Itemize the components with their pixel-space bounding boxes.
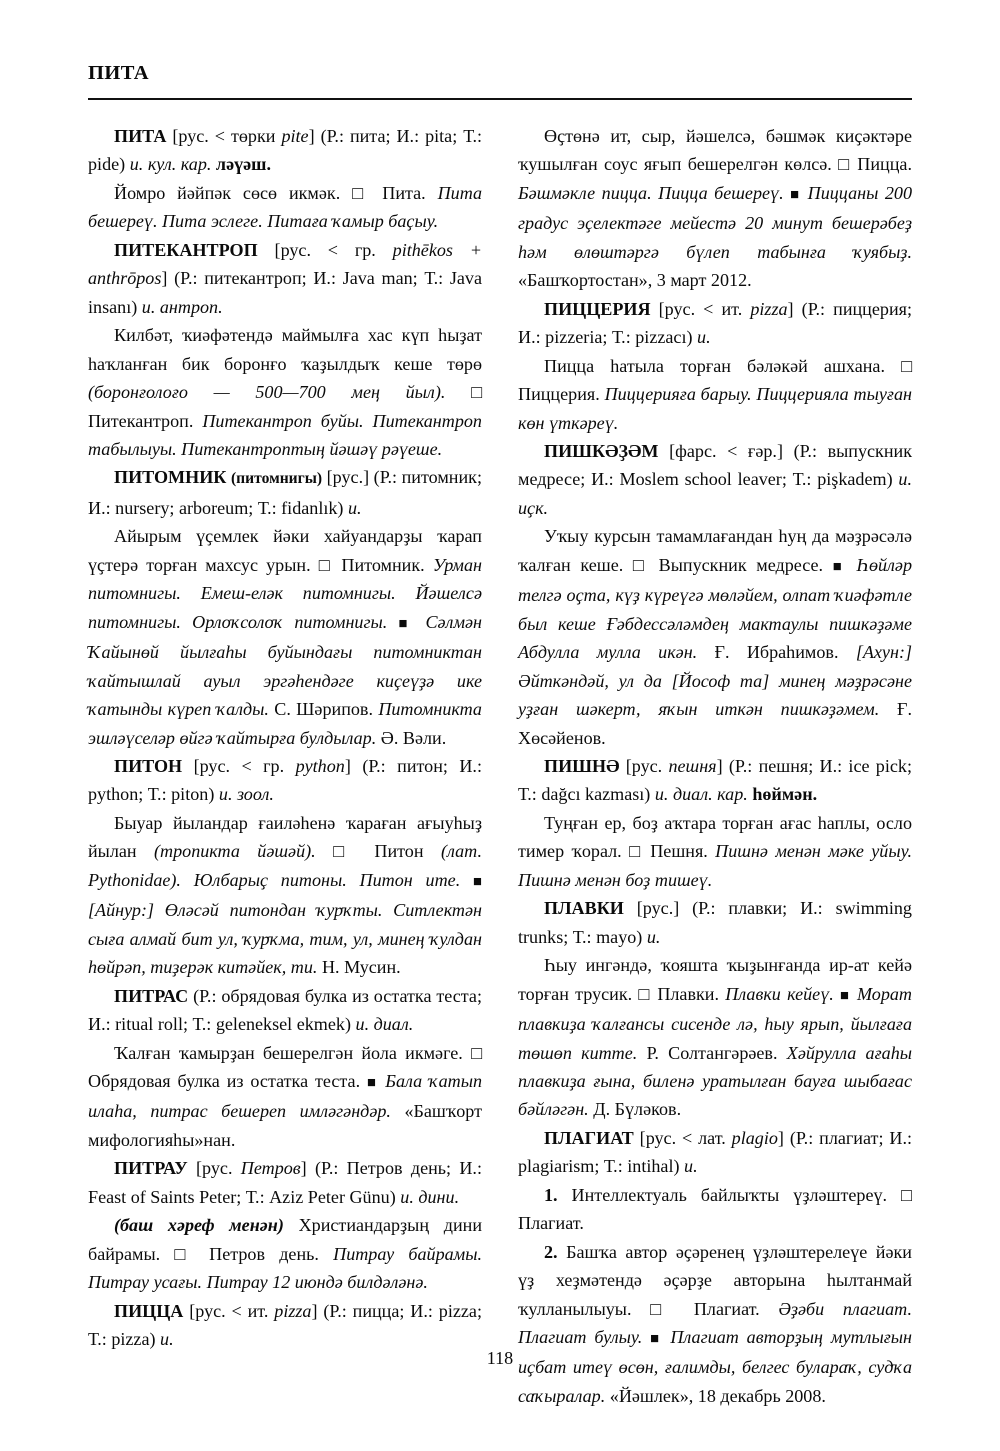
etymology-close: ] — [308, 126, 315, 146]
citation-text: Сәлмән Ҡайынөй йылғаһы буйындағы питомниктан ҡайтышлай ауыл эргәһендәге киҫеүҙә ике ҡатынды күреп ҡалды. — [88, 611, 482, 720]
grammar-label: и. — [684, 1156, 698, 1177]
entry-pitstseriya-definition — [518, 352, 912, 437]
etymology-source-word: Петров — [240, 1158, 301, 1179]
etymology-close: ] — [344, 755, 351, 776]
definition: Пицца һатыла торған бәләкәй ашхана. — [544, 355, 885, 376]
definition: Өҫтөнә ит, сыр, йәшелсә, бәшмәк киҫәктәре ҡушылған соус яғып бешерелгән көлсә. — [518, 126, 912, 175]
etymology: [фарс. < ғәр.] — [669, 440, 783, 461]
definition: Айырым үҫемлек йәки хайуандарҙы ҡарап үҫтерә торған махсус урын. — [88, 526, 482, 575]
translations: (Р.: пешня; И.: ice pick; Т.: dağcı kazması) — [518, 755, 912, 805]
grammar-label: и. — [347, 497, 362, 518]
citation-text: Морат плавкиҙа ҡалғансы сисенде лә, һыу ярып, йылғаға төшөп китте. — [518, 983, 912, 1063]
examples: Пишнә менән мәке уйыу. Пишнә менән боҙ тишеү. — [518, 841, 912, 890]
entry-pitekantrop — [88, 236, 482, 321]
definition: Туңған ер, боҙ аҡтара торған ағас һаплы, осло тимер ҡорал. — [518, 812, 912, 862]
citation-text: [Айнур:] Өләсәй питондан ҡурҡты. Ситлектән сыға алмай бит ул, ҡурҡма, тим, ул, минең ҡулдан һөйрәп, тиҙерәк китәйек, — [88, 900, 482, 978]
grammar-label: и. иҫк. — [518, 469, 912, 518]
citation-source: «Башҡорт мифологияһы»нан. — [88, 1101, 482, 1150]
citation-text: [Ахун:] Әйткәндәй, ул да [Йософ та] минең мәҙрәсәне уҙған шәкерт, яҡын иткән пишкәҙәмем. — [518, 642, 913, 720]
definition: Килбәт, ҡиәфәтендә маймылға хас күп һыҙат һаҡланған бик боронғо ҡаҙылдыҡ кеше төрө — [88, 325, 482, 374]
running-head: ПИТА — [88, 62, 149, 84]
filled-square-marker-icon — [650, 1327, 662, 1347]
translations: (Р.: пицца; И.: pizza; Т.: pizza) — [88, 1300, 482, 1350]
headword: ПЛАГИАТ — [544, 1127, 634, 1148]
etymology-close: ] — [161, 268, 168, 289]
entry-pita-definition — [88, 179, 482, 236]
sense-number: 1. — [544, 1184, 558, 1205]
gloss-latin-name: (лат. Pythonidae). — [88, 841, 482, 890]
translations: (Р.: обрядовая булка из остатка теста; И.: ritual roll; Т.: geleneksel ekmek) — [88, 985, 482, 1035]
entry-plagiat-sense-2 — [518, 1238, 912, 1411]
gloss: Выпускник медресе. — [658, 554, 824, 575]
etymology: [рус. < лат. — [639, 1127, 726, 1148]
headword: ПИТОМНИК — [114, 467, 227, 488]
gloss: Питон — [374, 841, 424, 862]
citation-source: Ә. Вәли. — [380, 727, 447, 748]
translations: (Р.: выпускник медресе; И.: Moslem school leaver; Т.: pişkadem) — [518, 440, 913, 490]
open-square-marker-icon — [901, 1185, 912, 1205]
etymology-source-word: pithēkos + anthrōpos — [88, 239, 482, 289]
citation-text: Хәйрулла ағаһы плавкиҙа ғына, биленә уратылған бауға шыбағас бәйләгән. — [518, 1042, 912, 1120]
two-column-text-body — [88, 122, 912, 1410]
definition: Христиандарҙың дини байрамы. — [88, 1215, 482, 1264]
open-square-marker-icon — [633, 555, 649, 575]
headword: ПИТОН — [114, 755, 183, 776]
headword: ПИТРАУ — [114, 1158, 188, 1179]
open-square-marker-icon — [650, 1299, 675, 1319]
entry-pishkadam-definition — [518, 522, 912, 752]
entry-piton-definition — [88, 809, 482, 982]
translations: (Р.: пиццерия; И.: pizzeria; Т.: pizzacı) — [518, 298, 912, 348]
headword: ПИТА — [114, 126, 167, 146]
definition: Йомро йәйпәк сөсө икмәк. — [114, 182, 341, 203]
open-square-marker-icon — [471, 1043, 482, 1063]
headword: ПИШКӘҘӘМ — [544, 440, 659, 461]
open-square-marker-icon — [319, 555, 334, 575]
etymology: [рус. < ит. — [189, 1300, 269, 1321]
entry-pitomnik-definition — [88, 522, 482, 752]
definition-note: (тропикта йәшәй). — [154, 841, 316, 862]
right-column — [518, 122, 912, 1410]
entry-pitekantrop-definition — [88, 321, 482, 463]
citation-source: Н. Мусин. — [321, 957, 401, 978]
headword: ПИТРАС — [114, 985, 189, 1006]
open-square-marker-icon — [638, 984, 651, 1004]
translations: (Р.: питон; И.: python; Т.: piton) — [88, 755, 482, 805]
translations: (Р.: пита; И.: pita; Т.: pide) — [88, 126, 482, 175]
gloss: Пешня. — [650, 841, 708, 862]
citation-source: Ғ. Хөсәйенов. — [518, 699, 912, 748]
left-column — [88, 122, 482, 1410]
entry-pishna — [518, 752, 912, 809]
definition-note: (боронғолоғо — 500—700 мең йыл). — [88, 382, 446, 403]
sense-number: 2. — [544, 1241, 558, 1262]
entry-pishkadam — [518, 437, 912, 522]
headword: ПИЦЦЕРИЯ — [544, 298, 651, 319]
gloss: Обрядовая булка из остатка теста. — [88, 1070, 361, 1091]
examples: Питрау байрамы. Питрау усағы. Питрау 12 июндә билдәләнә. — [88, 1243, 482, 1293]
citation-source: Р. Солтангәрәев. — [646, 1042, 778, 1063]
etymology-source-word: python — [295, 755, 345, 776]
gloss: Петров день. — [209, 1243, 319, 1264]
gloss: Плавки. — [657, 983, 719, 1004]
citation-text: Бала ҡатып илаһа, питрас бешереп имләгәндәр. — [88, 1070, 482, 1122]
etymology-close: ] — [777, 1127, 784, 1148]
headword: ПИТЕКАНТРОП — [114, 239, 258, 260]
grammar-label: и. — [160, 1329, 174, 1350]
examples: Әҙәби плагиат. Плагиат булыу. — [518, 1298, 912, 1348]
etymology-source-word: pizza — [274, 1300, 312, 1321]
examples: Плавки кейеү. — [725, 983, 834, 1004]
etymology: [рус. < гр. — [274, 239, 376, 260]
page-number: 118 — [486, 1348, 514, 1368]
etymology-close: ] — [787, 298, 794, 319]
grammar-label: и. дини. — [400, 1186, 460, 1207]
filled-square-marker-icon — [473, 870, 482, 890]
etymology: [рус. < ит. — [658, 298, 743, 319]
definition: Башҡа автор әҫәренең үҙләштерелеүе йәки үҙ хеҙмәтендә әҫәрҙе авторына һылтанмай ҡулланылыуы. — [518, 1241, 912, 1319]
filled-square-marker-icon — [840, 984, 851, 1004]
etymology-close: ] — [311, 1300, 318, 1321]
citation-text: Питомникта эшләүселәр өйгә ҡайтырға булдылар. — [88, 699, 482, 748]
grammar-label: и. — [697, 327, 711, 348]
etymology: [рус.] — [326, 467, 370, 488]
grammar-label: и. — [646, 926, 661, 947]
usage-note: (баш хәреф менән) — [114, 1215, 284, 1236]
grammar-label: и. зоол. — [218, 784, 274, 805]
gloss: Плагиат. — [693, 1298, 760, 1319]
translations: (Р.: плагиат; И.: plagiarism; Т.: intihal) — [518, 1127, 912, 1177]
translations: (Р.: питекантроп; И.: Java man; Т.: Java insanı) — [88, 268, 483, 317]
entry-pitrau — [88, 1154, 482, 1211]
etymology: [рус.] — [636, 898, 680, 919]
definition: Интеллектуаль байлыҡты үҙләштереү. — [571, 1184, 888, 1205]
cross-reference: һөймән. — [752, 784, 818, 805]
header-divider — [88, 98, 912, 100]
open-square-marker-icon — [901, 356, 912, 376]
entry-pishna-definition — [518, 809, 912, 894]
citation-source: «Йәшлек», 18 декабрь 2008. — [609, 1385, 826, 1406]
filled-square-marker-icon — [399, 612, 415, 632]
grammar-label: и. кул. кар. — [129, 154, 212, 175]
filled-square-marker-icon — [790, 183, 801, 203]
open-square-marker-icon — [333, 841, 357, 861]
etymology-close: ] — [300, 1158, 307, 1179]
gloss: Пицца. — [857, 154, 912, 175]
entry-pitstsa — [88, 1297, 482, 1354]
cross-reference: ләүәш. — [215, 154, 271, 175]
grammar-label: и. диал. — [355, 1014, 414, 1035]
etymology-source-word: plagio — [731, 1127, 778, 1148]
examples: Юлбарыҫ питоны. Питон ите. — [193, 869, 461, 890]
open-square-marker-icon — [471, 382, 482, 402]
citation-source: Д. Бүләков. — [593, 1099, 682, 1120]
entry-pitrau-definition — [88, 1211, 482, 1296]
etymology-source-word: пешня — [668, 755, 717, 776]
etymology: [рус. — [625, 755, 663, 776]
entry-pitras — [88, 982, 482, 1039]
examples: Питекантроп буйы. Питекантроп табылыуы. Питекантроптың йәшәү рәүеше. — [88, 410, 482, 459]
citation-text: Пиццаны 200 градус эҫелектәге мейестә 20 минут бешерәбеҙ һәм өлөштәргә бүлеп табынға ҡуябыҙ. — [518, 182, 913, 262]
citation-tail: ти. — [290, 957, 318, 978]
etymology-source-word: pizza — [750, 298, 788, 319]
entry-plagiat — [518, 1124, 912, 1181]
examples: Пита бешереү. Пита эслеге. Питаға ҡамыр баҫыу. — [88, 182, 483, 232]
translations: (Р.: плавки; И.: swimming trunks; Т.: mayo) — [518, 898, 912, 947]
open-square-marker-icon — [352, 183, 370, 203]
definition: Ҡалған ҡамырҙан бешерелгән йола икмәге. — [114, 1042, 463, 1063]
entry-pitstsa-definition — [518, 122, 912, 295]
entry-plavki-definition — [518, 951, 912, 1124]
etymology-close: ] — [716, 755, 723, 776]
entry-pitras-definition — [88, 1039, 482, 1155]
headword: ПИШНӘ — [544, 755, 620, 776]
definition: Һыу ингәндә, ҡояшта ҡыҙынғанда ир-ат кейә торған трусик. — [518, 955, 912, 1004]
translations: (Р.: Петров день; И.: Feast of Saints Peter; Т.: Aziz Peter Günu) — [88, 1158, 482, 1207]
headword-variant: (питомнигы) — [230, 470, 323, 488]
grammar-label: и. диал. кар. — [654, 784, 748, 805]
citation-text: Һөйләр телгә оҫта, күҙ күреүгә мөләйем, олпат ҡиәфәтле был кеше Ғәбдессәләмдең мактаулы пишкәҙәме Абдулла мулла икән. — [518, 554, 913, 663]
gloss: Питомник. — [341, 554, 425, 575]
gloss: Пиццерия. — [518, 384, 600, 405]
examples: Бәшмәкле пицца. Пицца бешереү. — [518, 182, 784, 203]
headword: ПИЦЦА — [114, 1300, 184, 1321]
entry-pita — [88, 122, 482, 179]
etymology: [рус. < төрки — [172, 126, 276, 146]
grammar-label: и. антроп. — [141, 296, 223, 317]
etymology-source-word: pite — [281, 126, 309, 146]
entry-pitomnik — [88, 463, 482, 522]
entry-pitstseriya — [518, 295, 912, 352]
gloss: Питекантроп. — [88, 410, 194, 431]
citation-source: С. Шәрипов. — [274, 699, 373, 720]
filled-square-marker-icon — [367, 1071, 378, 1091]
gloss: Пита. — [382, 182, 426, 203]
gloss: Плагиат. — [518, 1213, 584, 1234]
translations: (Р.: питомник; И.: nursery; arboreum; Т.: fidanlık) — [88, 467, 482, 518]
etymology: [рус. < гр. — [193, 755, 285, 776]
open-square-marker-icon — [629, 841, 643, 861]
examples: Урман питомнигы. Емеш-еләк питомнигы. Йәшелсә питомнигы. Орлоҡсолоҡ питомнигы. — [88, 554, 482, 632]
definition: Быуар йыландар ғаиләһенә ҡараған ағыуһыҙ йылан — [88, 812, 482, 862]
entry-plavki — [518, 894, 912, 951]
filled-square-marker-icon — [833, 555, 847, 575]
open-square-marker-icon — [174, 1244, 195, 1264]
citation-text: Плагиат авторҙың мутлығын иҫбат итеү өсөн, ғалимды, белгес булараҡ, судҡа саҡыралар. — [518, 1327, 912, 1406]
open-square-marker-icon — [838, 154, 851, 174]
entry-plagiat-sense-1 — [518, 1181, 912, 1238]
examples: Пиццерияға барыу. Пиццерияла тыуған көн үткәреү. — [518, 384, 912, 433]
citation-source: Ғ. Ибраһимов. — [714, 642, 839, 663]
definition: Уҡыу курсын тамамлағандан һуң да мәҙрәсәлә ҡалған кеше. — [518, 526, 912, 575]
headword: ПЛАВКИ — [544, 898, 624, 919]
etymology: [рус. — [196, 1158, 233, 1179]
entry-piton — [88, 752, 482, 809]
citation-source: «Башҡортостан», 3 март 2012. — [518, 270, 752, 291]
